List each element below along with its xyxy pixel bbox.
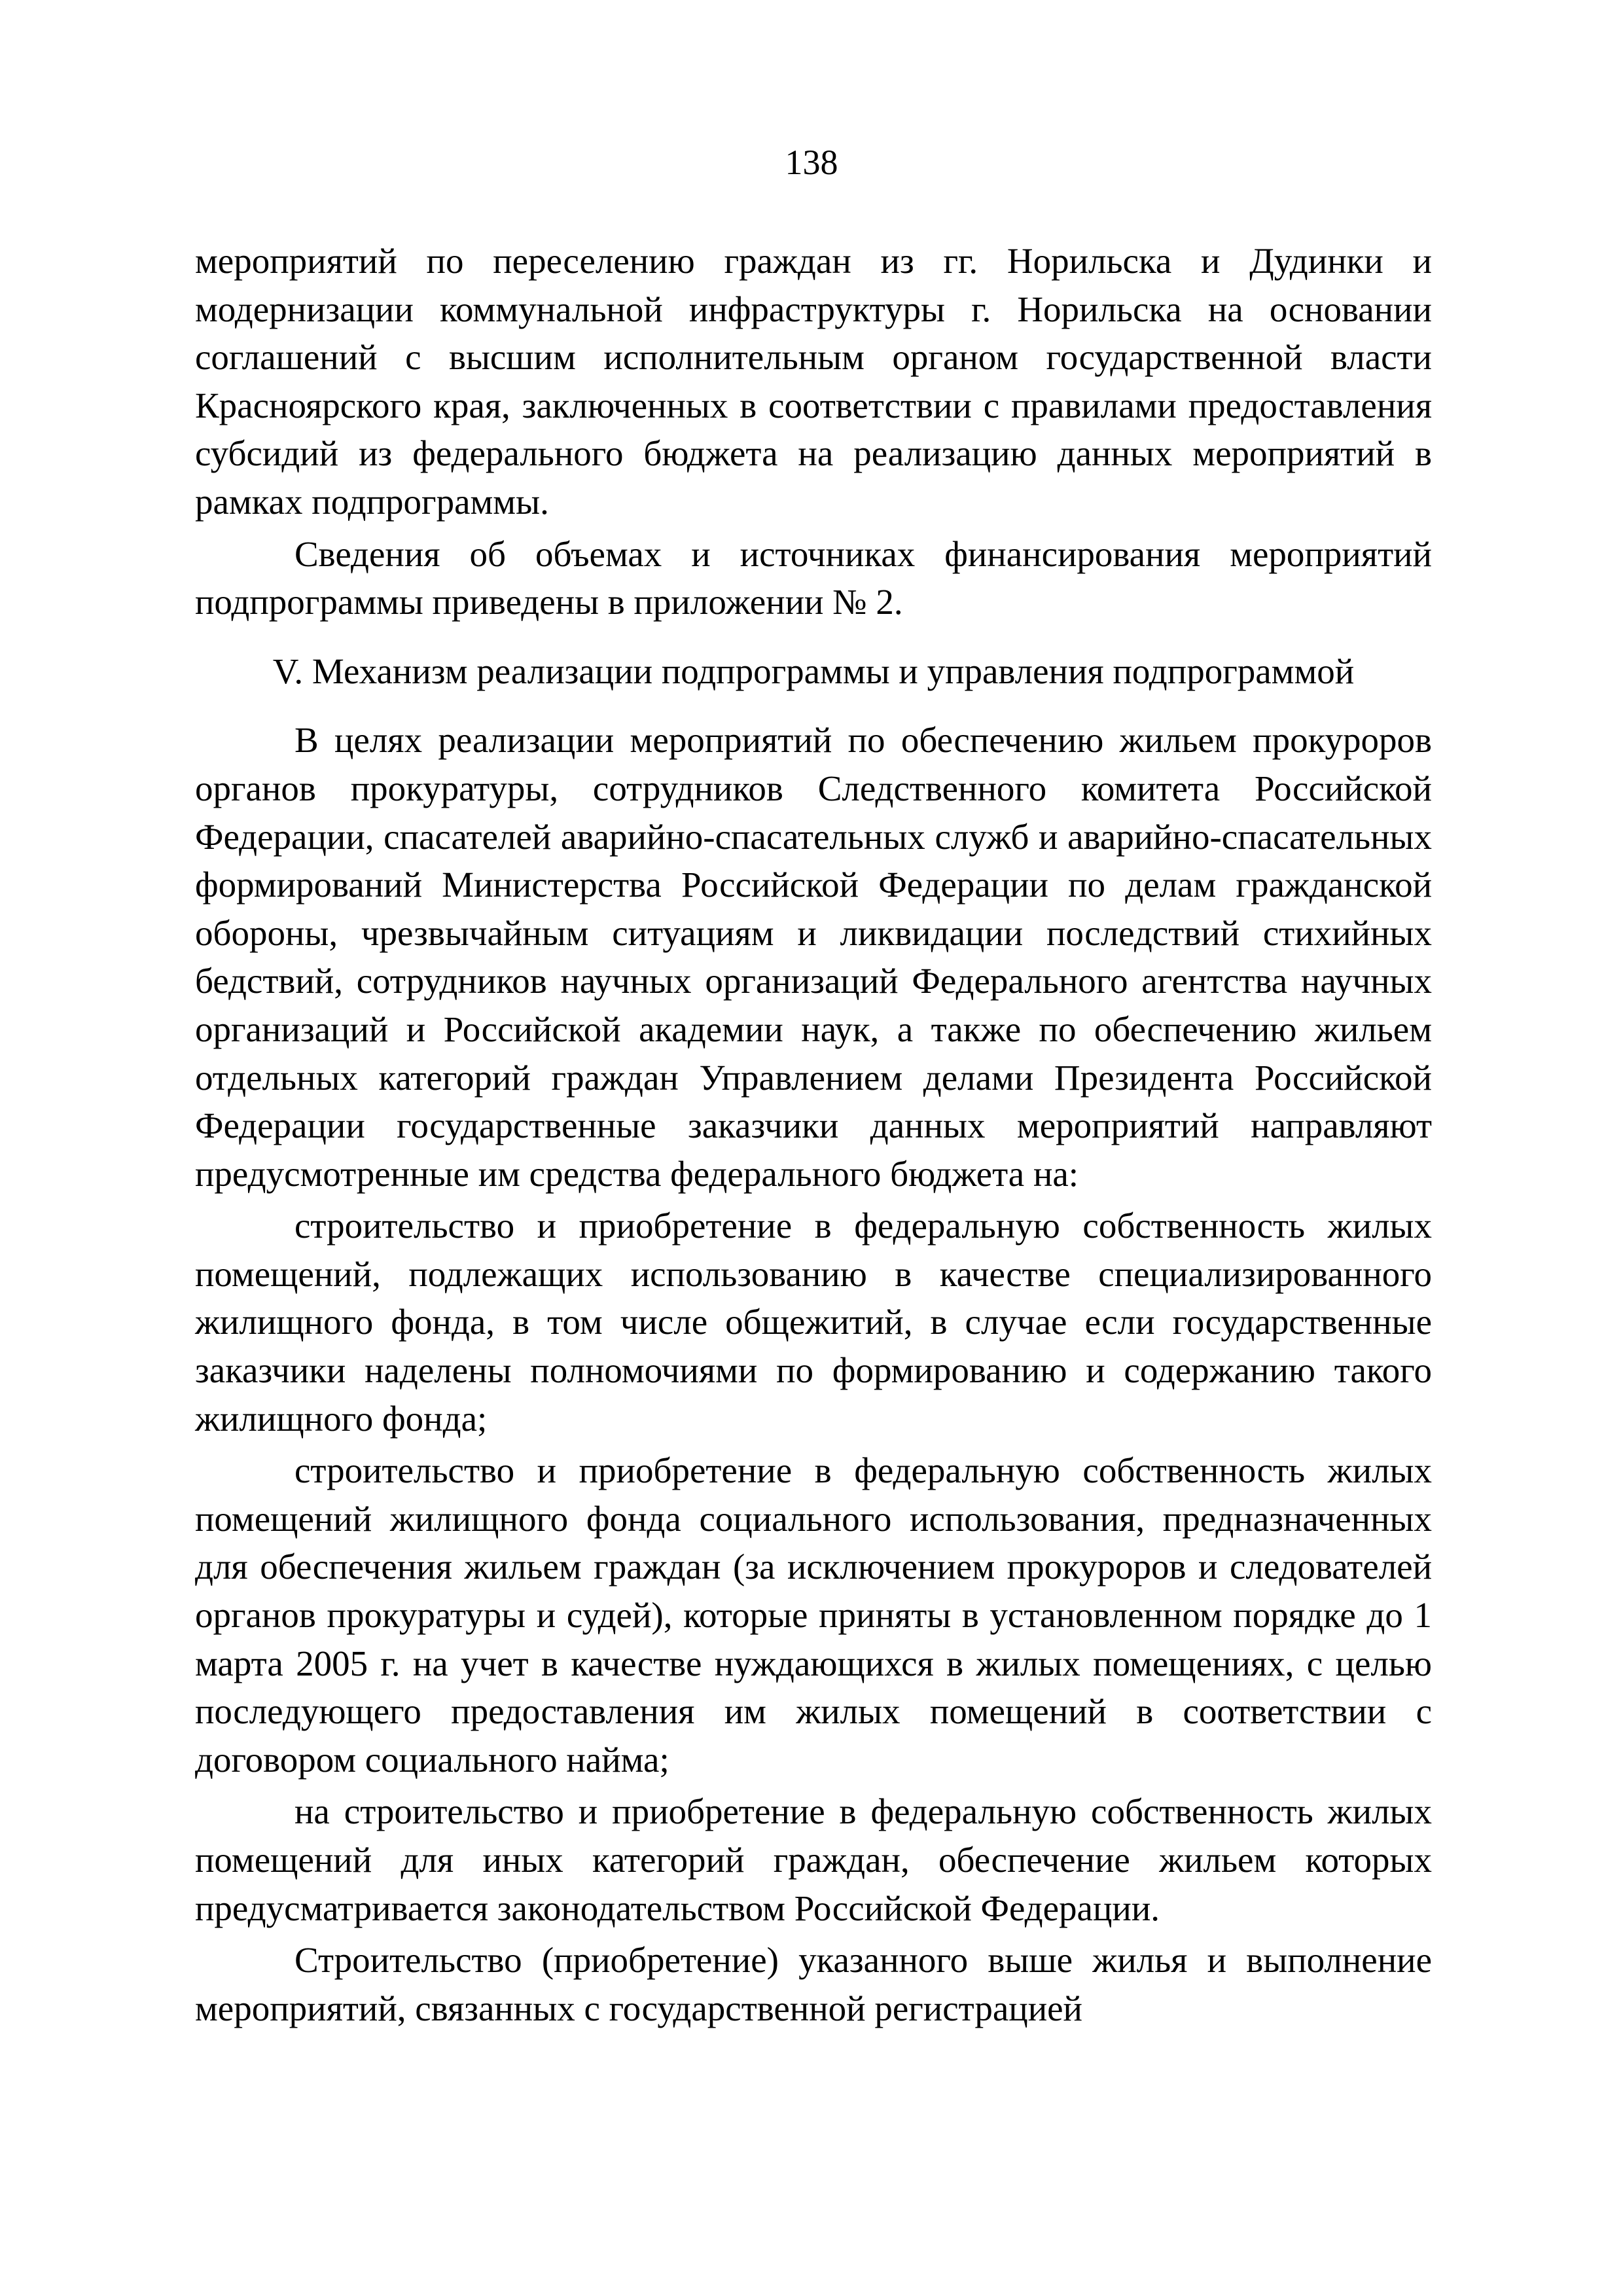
list-item-other-categories: на строительство и приобретение в федеральную собственность жилых помещений для иных категорий граждан, обеспечение жильем которых предусматривается законодательством Российской Федерации. bbox=[195, 1791, 1432, 1928]
paragraph-purpose: В целях реализации мероприятий по обеспечению жильем прокуроров органов прокуратуры, сотрудников Следственного комитета Российской Федерации, спасателей аварийно-спасательных служб и аварийно-спасательных формирований Министерства Российской Федерации по делам гражданской обороны, чрезвычайным ситуациям и ликвидации последствий стихийных бедствий, сотрудников научных организаций Федерального агентства научных организаций и Российской академии наук, а также по обеспечению жильем отдельных категорий граждан Управлением делами Президента Российской Федерации государственные заказчики данных мероприятий направляют предусмотренные им средства федерального бюджета на: bbox=[195, 720, 1432, 1194]
paragraph-construction-registration: Строительство (приобретение) указанного выше жилья и выполнение мероприятий, связанных с государственной регистрацией bbox=[195, 1940, 1432, 2028]
page-number: 138 bbox=[785, 143, 838, 182]
paragraph-financing-info: Сведения об объемах и источниках финансирования мероприятий подпрограммы приведены в приложении № 2. bbox=[195, 533, 1432, 622]
section-heading: V. Механизм реализации подпрограммы и управления подпрограммой bbox=[272, 651, 1355, 691]
page-body bbox=[195, 237, 1432, 2032]
paragraph-continuation: мероприятий по переселению граждан из гг. Норильска и Дудинки и модернизации коммунальной инфраструктуры г. Норильска на основании соглашений с высшим исполнительным органом государственной власти Красноярского края, заключенных в соответствии с правилами предоставления субсидий из федерального бюджета на реализацию данных мероприятий в рамках подпрограммы. bbox=[195, 241, 1432, 522]
list-item-specialized-housing: строительство и приобретение в федеральную собственность жилых помещений, подлежащих использованию в качестве специализированного жилищного фонда, в том числе общежитий, в случае если государственные заказчики наделены полномочиями по формированию и содержанию такого жилищного фонда; bbox=[195, 1206, 1432, 1439]
list-item-social-housing: строительство и приобретение в федеральную собственность жилых помещений жилищного фонда социального использования, предназначенных для обеспечения жильем граждан (за исключением прокуроров и следователей органов прокуратуры и судей), которые приняты в установленном порядке до 1 марта 2005 г. на учет в качестве нуждающихся в жилых помещениях, с целью последующего предоставления им жилых помещений в соответствии с договором социального найма; bbox=[195, 1450, 1432, 1780]
